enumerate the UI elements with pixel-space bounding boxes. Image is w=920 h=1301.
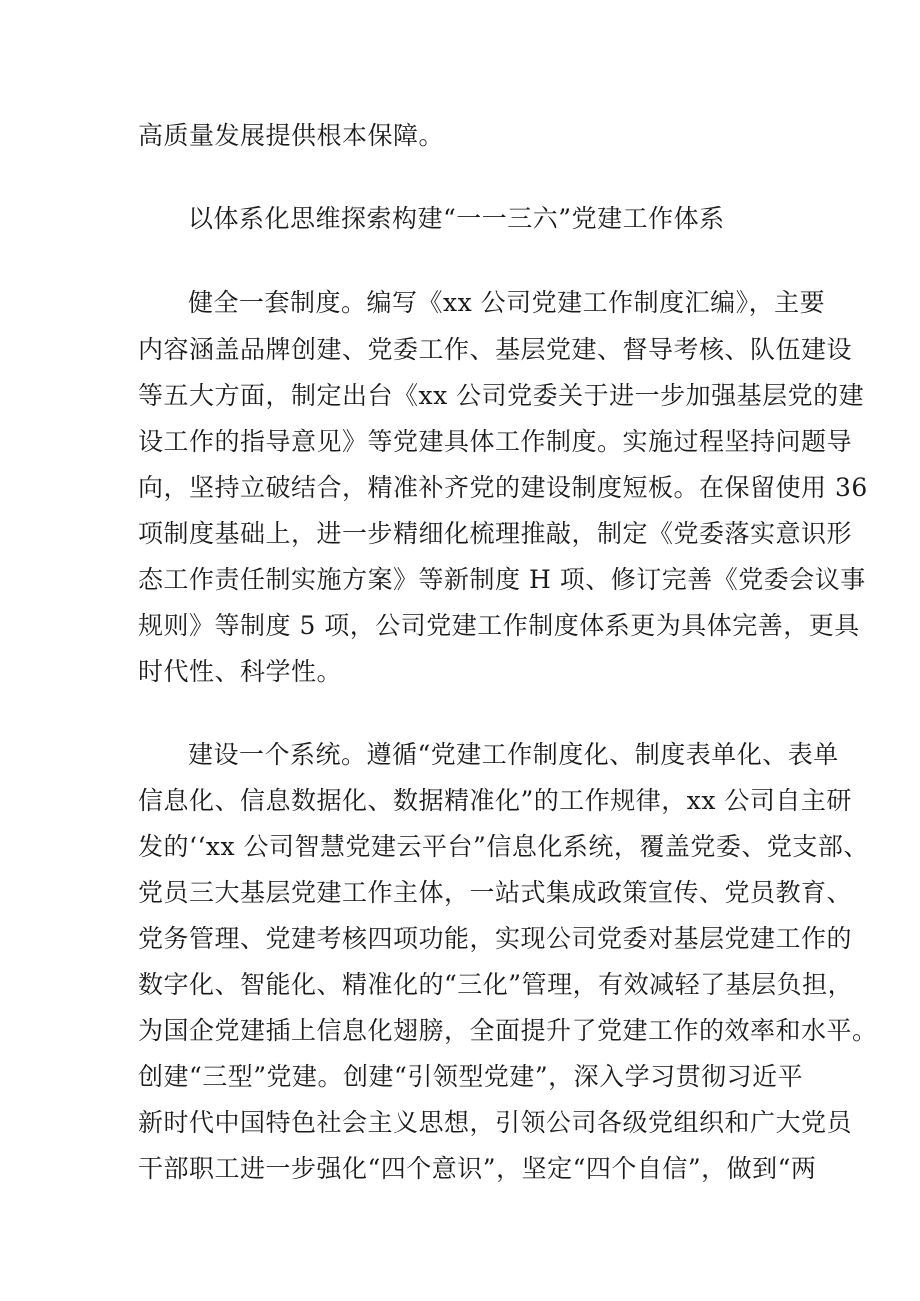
paragraph-line: 向，坚持立破结合，精准补齐党的建设制度短板。在保留使用 36: [138, 473, 868, 502]
paragraph-line: 党员三大基层党建工作主体，一站式集成政策宣传、党员教育、: [138, 878, 853, 907]
paragraph-line: 干部职工进一步强化“四个意识”，坚定“四个自信”，做到“两: [138, 1154, 817, 1183]
paragraph-line: 内容涵盖品牌创建、党委工作、基层党建、督导考核、队伍建设: [138, 335, 853, 364]
paragraph-line: 健全一套制度。编写《xx 公司党建工作制度汇编》，主要: [188, 288, 826, 317]
paragraph-line: 项制度基础上，进一步精细化梳理推敲，制定《党委落实意识形: [138, 519, 853, 548]
paragraph-line: 数字化、智能化、精准化的“三化”管理，有效减轻了基层负担，: [138, 970, 854, 999]
paragraph-line: 规则》等制度 5 项，公司党建工作制度体系更为具体完善，更具: [138, 611, 860, 640]
paragraph-line: 态工作责任制实施方案》等新制度 H 项、修订完善《党委会议事: [138, 565, 866, 594]
paragraph-line: 时代性、科学性。: [138, 657, 343, 686]
paragraph-line: 等五大方面，制定出台《xx 公司党委关于进一步加强基层党的建: [138, 381, 865, 410]
paragraph-line: 党务管理、党建考核四项功能，实现公司党委对基层党建工作的: [138, 924, 853, 953]
paragraph-line: 发的‘‘xx 公司智慧党建云平台”信息化系统，覆盖党委、党支部、: [138, 832, 869, 861]
paragraph-line: 建设一个系统。遵循“党建工作制度化、制度表单化、表单: [188, 740, 839, 769]
paragraph-line: 创建“三型”党建。创建“引领型党建”，深入学习贯彻习近平: [138, 1062, 804, 1091]
section-heading: 以体系化思维探索构建“一一三六”党建工作体系: [188, 204, 725, 233]
paragraph-line: 为国企党建插上信息化翅膀，全面提升了党建工作的效率和水平。: [138, 1016, 878, 1045]
paragraph-line: 设工作的指导意见》等党建具体工作制度。实施过程坚持问题导: [138, 427, 853, 456]
paragraph-line: 信息化、信息数据化、数据精准化”的工作规律，xx 公司自主研: [138, 786, 852, 815]
paragraph-line: 新时代中国特色社会主义思想，引领公司各级党组织和广大党员: [138, 1108, 853, 1137]
paragraph-line: 高质量发展提供根本保障。: [138, 121, 445, 150]
